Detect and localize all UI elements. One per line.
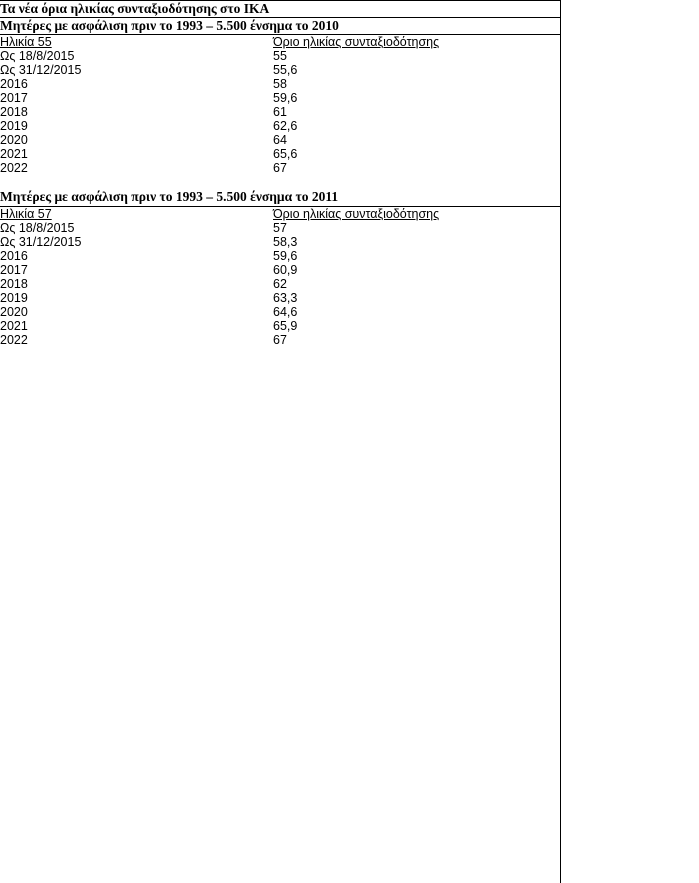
row-period: Ως 31/12/2015: [0, 63, 82, 78]
row-period: 2016: [0, 77, 28, 92]
table-row: [0, 333, 560, 347]
row-age-limit: 57: [273, 220, 287, 235]
table-row: [0, 161, 560, 175]
row-age-limit: 55,6: [273, 63, 298, 78]
row-age-limit: 59,6: [273, 91, 298, 106]
row-period: 2018: [0, 105, 28, 120]
pension-age-limits-table: [0, 0, 560, 347]
row-period: 2020: [0, 304, 28, 319]
row-period: Ως 31/12/2015: [0, 234, 82, 249]
column-header-age-2: [0, 206, 273, 221]
table-row: [0, 319, 560, 333]
row-age-limit: 63,3: [273, 290, 298, 305]
table-row: [0, 277, 560, 291]
table-row: [0, 91, 560, 105]
row-period: 2018: [0, 276, 28, 291]
row-age-limit: 62: [273, 276, 287, 291]
row-age-limit: 58,3: [273, 234, 298, 249]
row-age-limit: 67: [273, 161, 287, 176]
row-period: 2016: [0, 248, 28, 263]
row-age-limit: 64,6: [273, 304, 298, 319]
row-period: 2017: [0, 262, 28, 277]
column-header-row: [0, 35, 560, 50]
column-header-limit-1: [273, 35, 560, 50]
row-age-limit: 61: [273, 105, 287, 120]
table-right-border: [560, 0, 561, 883]
table-row: [0, 119, 560, 133]
column-header-limit-1-label: Όριο ηλικίας συνταξιοδότησης: [273, 35, 440, 50]
column-header-row: [0, 206, 560, 221]
document-title: Τα νέα όρια ηλικίας συνταξιοδότησης στο ΙΚΑ: [0, 1, 560, 18]
table-row: [0, 147, 560, 161]
row-age-limit: 67: [273, 332, 287, 347]
table-row: [0, 133, 560, 147]
row-age-limit: 59,6: [273, 248, 298, 263]
table-row: [0, 305, 560, 319]
column-header-age-1: [0, 35, 273, 50]
table-row: [0, 49, 560, 63]
row-age-limit: 55: [273, 49, 287, 64]
row-age-limit: 65,9: [273, 318, 298, 333]
row-age-limit: 60,9: [273, 262, 298, 277]
section-heading-row: [0, 18, 560, 35]
section-2-heading: Μητέρες με ασφάλιση πριν το 1993 – 5.500 ένσημα το 2011: [0, 189, 560, 206]
column-header-limit-2-label: Όριο ηλικίας συνταξιοδότησης: [273, 206, 440, 221]
section-spacer: [0, 175, 560, 189]
row-age-limit: 58: [273, 77, 287, 92]
row-period: 2017: [0, 91, 28, 106]
table-row: [0, 291, 560, 305]
row-period: 2020: [0, 133, 28, 148]
column-header-age-1-label: Ηλικία 55: [0, 35, 52, 50]
section-1-heading: Μητέρες με ασφάλιση πριν το 1993 – 5.500 ένσημα το 2010: [0, 18, 560, 35]
row-age-limit: 62,6: [273, 119, 298, 134]
table-row: [0, 63, 560, 77]
table-row: [0, 249, 560, 263]
row-age-limit: 65,6: [273, 147, 298, 162]
table-row: [0, 221, 560, 235]
row-age-limit: 64: [273, 133, 287, 148]
row-period: 2019: [0, 119, 28, 134]
table-row: [0, 263, 560, 277]
table-row: [0, 105, 560, 119]
row-period: 2021: [0, 318, 28, 333]
table-row: [0, 235, 560, 249]
column-header-limit-2: [273, 206, 560, 221]
section-heading-row: [0, 189, 560, 206]
row-period: Ως 18/8/2015: [0, 49, 75, 64]
row-period: Ως 18/8/2015: [0, 220, 75, 235]
column-header-age-2-label: Ηλικία 57: [0, 206, 52, 221]
row-period: 2022: [0, 161, 28, 176]
table-row: [0, 77, 560, 91]
table-title-row: [0, 1, 560, 18]
row-period: 2022: [0, 332, 28, 347]
row-period: 2021: [0, 147, 28, 162]
row-period: 2019: [0, 290, 28, 305]
